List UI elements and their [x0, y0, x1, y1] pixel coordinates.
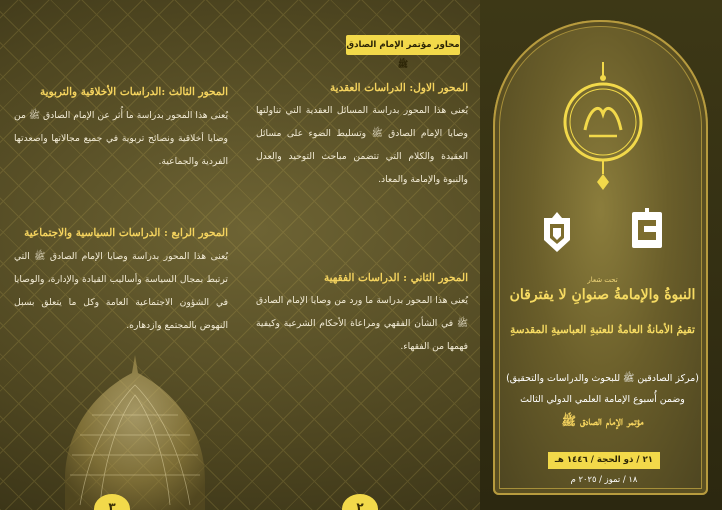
page-number-3: ٣	[94, 494, 130, 510]
page-number-2: ٢	[342, 494, 378, 510]
section-header-tag: محاور مؤتمر الإمام الصادق ﷺ	[346, 35, 460, 55]
axis2-body: يُعنى هذا المحور بدراسة ما ورد من وصايا الإمام الصادق ﷺ في الشأن الفقهي ومراعاة الأحكام الشرعية وكيفية فهمها من الفقهاء.	[256, 295, 468, 352]
axis4-body: يُعنى هذا المحور بدراسة وصايا الإمام الصادق ﷺ التي ترتبط بمجال السياسة وأساليب القيادة والإدارة، والوصايا في الشؤون الاجتماعية العامة وكل ما يتعلق بسبل النهوض بالمجتمع وازدهاره.	[14, 251, 228, 331]
cover-organizer: تقيمُ الأمانةُ العامةُ للعتبةِ العباسيةِ المقدسةِ	[510, 324, 695, 336]
dome-illustration	[60, 355, 210, 510]
axis1-body: يُعنى هذا المحور بدراسة المسائل العقدية التي تناولتها وصايا الإمام الصادق ﷺ وتسليط الضوء على مسائل العقيدة والكلام التي تتضمن مباحث التوحيد والعدل والنبوة والإمامة والمعاد.	[256, 105, 468, 185]
abbas-shrine-logo-icon	[628, 208, 666, 252]
cover-week-line: وضمن أُسبوع الإمامة العلمي الدولي الثالث	[520, 394, 685, 405]
panel-page-2	[240, 0, 480, 510]
axis2-title: المحور الثاني : الدراسات الفقهية	[324, 272, 468, 284]
axis3-title: المحور الثالث :الدراسات الأخلاقية والتربوية	[40, 86, 228, 98]
date-hijri: ٢١ / ذو الحجة / ١٤٤٦ هـ	[548, 452, 660, 469]
axis3-body: يُعنى هذا المحور بدراسة ما أُثر عن الإمام الصادق ﷺ من وصايا أخلاقية ونصائح تربوية في جميع مجالاتها واصعدتها الفردية والجماعية.	[14, 110, 228, 167]
shrine-logo-icon	[538, 210, 576, 254]
panel-page-3	[0, 0, 240, 510]
cover-conference-title: مؤتمر الإمام الصادق ﷺ	[561, 414, 644, 428]
calligraphy-medallion	[559, 62, 647, 190]
cover-slogan: النبوةُ والإمامةُ صنوانِ لا يفترقان	[509, 287, 696, 303]
axis4-title: المحور الرابع : الدراسات السياسية والاجتماعية	[24, 227, 228, 239]
cover-center-name: (مركز الصادقين ﷺ للبحوث والدراسات والتحقيق)	[506, 373, 699, 384]
under-slogan-label: تحت شعار	[587, 276, 618, 284]
date-gregorian: ١٨ / تموز / ٢٠٢٥ م	[570, 474, 638, 484]
axis1-title: المحور الاول: الدراسات العقدية	[330, 82, 468, 94]
